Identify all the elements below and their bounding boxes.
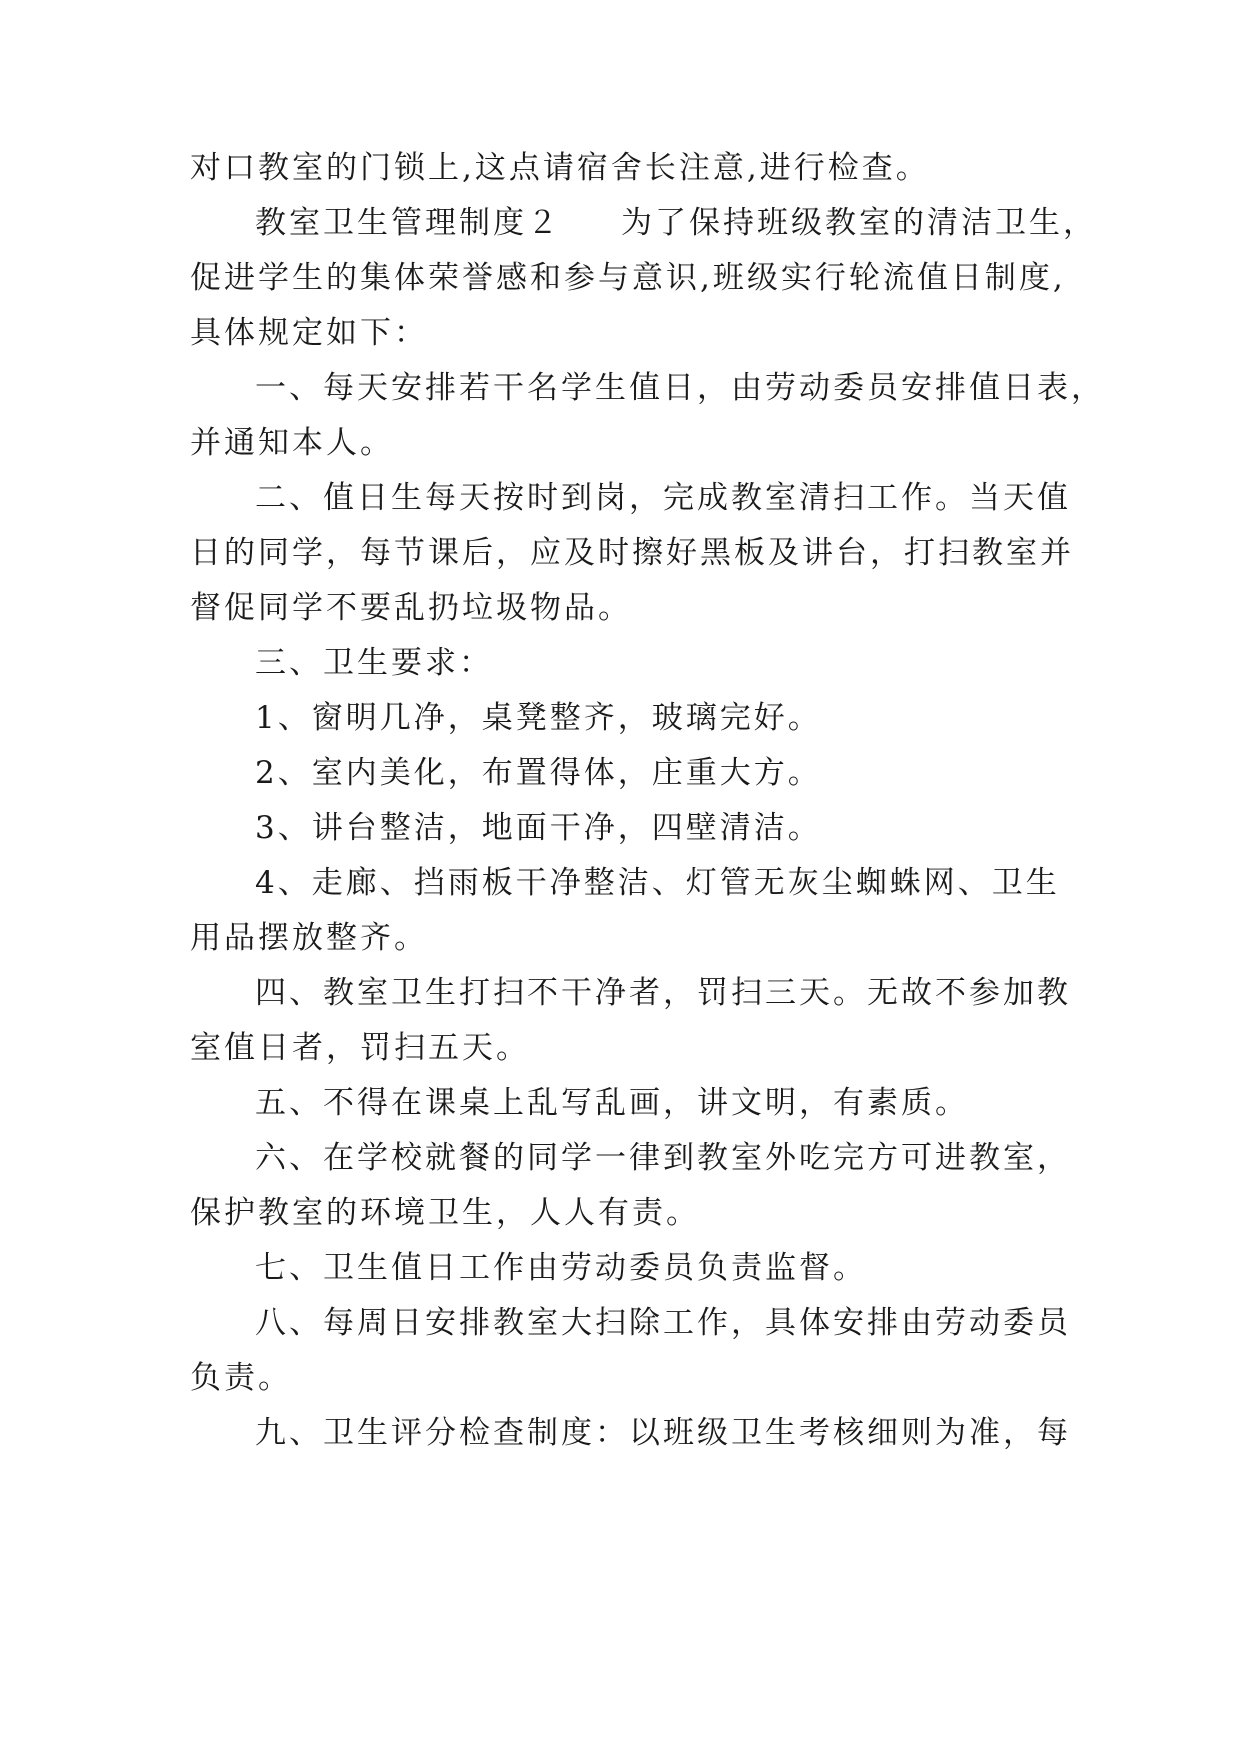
text-line: 1、窗明几净，桌凳整齐，玻璃完好。 (255, 700, 822, 736)
text-line: 四、教室卫生打扫不干净者，罚扫三天。无故不参加教 (255, 975, 1071, 1011)
text-line: 促进学生的集体荣誉感和参与意识,班级实行轮流值日制度, (190, 260, 1066, 296)
text-line: 2、室内美化，布置得体，庄重大方。 (255, 755, 822, 791)
text-line: 负责。 (190, 1360, 292, 1396)
text-line: 室值日者，罚扫五天。 (190, 1030, 530, 1066)
text-segment: 为了保持班级教室的清洁卫生， (621, 205, 1097, 241)
text-line: 二、值日生每天按时到岗，完成教室清扫工作。当天值 (255, 480, 1071, 516)
text-line: 4、走廊、挡雨板干净整洁、灯管无灰尘蜘蛛网、卫生 (255, 865, 1060, 901)
text-line: 七、卫生值日工作由劳动委员负责监督。 (255, 1250, 867, 1286)
text-line: 对口教室的门锁上,这点请宿舍长注意,进行检查。 (190, 150, 930, 186)
section-title: 教室卫生管理制度２ (255, 205, 561, 241)
text-line: 五、不得在课桌上乱写乱画，讲文明，有素质。 (255, 1085, 969, 1121)
text-line: 督促同学不要乱扔垃圾物品。 (190, 590, 632, 626)
text-line: 并通知本人。 (190, 425, 394, 461)
text-line: 保护教室的环境卫生，人人有责。 (190, 1195, 700, 1231)
text-line: 九、卫生评分检查制度：以班级卫生考核细则为准，每 (255, 1415, 1071, 1451)
text-line: 具体规定如下： (190, 315, 428, 351)
text-line: 用品摆放整齐。 (190, 920, 428, 956)
text-line: 3、讲台整洁，地面干净，四壁清洁。 (255, 810, 822, 846)
section-heading-line (255, 203, 1155, 243)
text-line: 日的同学，每节课后，应及时擦好黑板及讲台，打扫教室并 (190, 535, 1074, 571)
text-line: 六、在学校就餐的同学一律到教室外吃完方可进教室， (255, 1140, 1071, 1176)
text-line: 八、每周日安排教室大扫除工作，具体安排由劳动委员 (255, 1305, 1071, 1341)
text-line: 三、卫生要求： (255, 645, 493, 681)
text-line: 一、每天安排若干名学生值日，由劳动委员安排值日表， (255, 370, 1105, 406)
